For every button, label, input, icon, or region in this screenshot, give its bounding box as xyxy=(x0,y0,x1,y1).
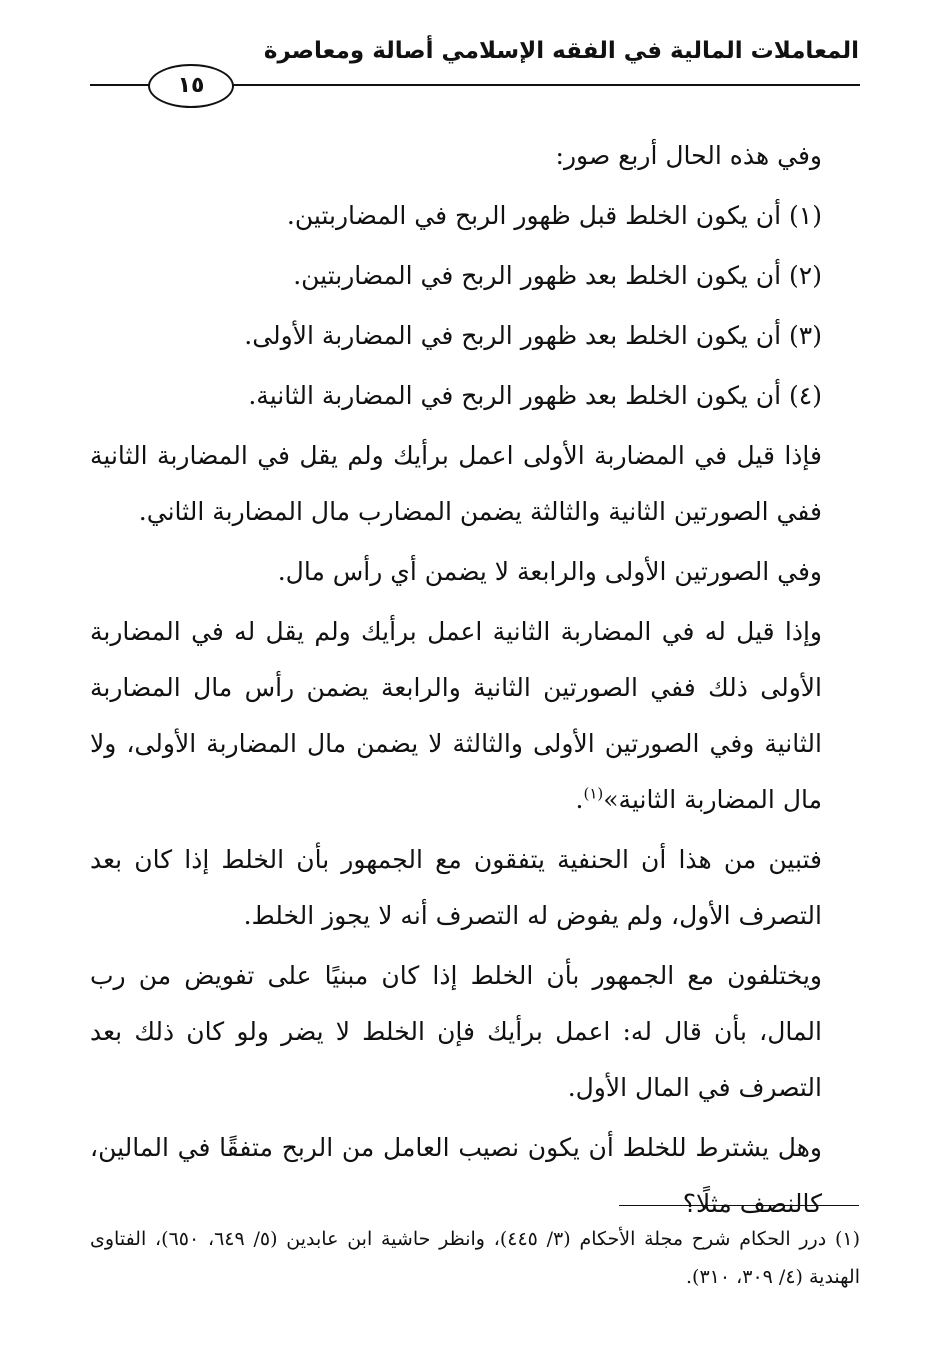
paragraph-2: وفي الصورتين الأولى والرابعة لا يضمن أي رأس مال. xyxy=(277,557,822,586)
list-item-2: (٢) أن يكون الخلط بعد ظهور الربح في المضاربتين. xyxy=(293,261,822,290)
paragraph-1: فإذا قيل في المضاربة الأولى اعمل برأيك ولم يقل في المضاربة الثانية ففي الصورتين الثانية والثالثة يضمن المضارب مال المضاربة الثاني. xyxy=(90,441,822,526)
paragraph-3-text: وإذا قيل له في المضاربة الثانية اعمل برأيك ولم يقل له في المضاربة الأولى ذلك ففي الصورتين الثانية والرابعة يضمن رأس مال المضاربة الثانية وفي الصورتين الأولى والثالثة لا يضمن مال المضاربة الأولى، ولا مال المضاربة الثانية» xyxy=(90,617,822,814)
footnote-reference: (١) xyxy=(583,784,604,803)
page-number: ١٥ xyxy=(148,64,234,108)
list-item-1: (١) أن يكون الخلط قبل ظهور الربح في المضاربتين. xyxy=(286,201,822,230)
running-header-title: المعاملات المالية في الفقه الإسلامي أصالة ومعاصرة xyxy=(263,38,859,64)
footnote-1: (١) درر الحكام شرح مجلة الأحكام (٣/ ٤٤٥)، وانظر حاشية ابن عابدين (٥/ ٦٤٩، ٦٥٠)، الفتاوى الهندية (٤/ ٣٠٩، ٣١٠). xyxy=(90,1228,860,1288)
paragraph-4: فتبين من هذا أن الحنفية يتفقون مع الجمهور بأن الخلط إذا كان بعد التصرف الأول، ولم يفوض له التصرف أنه لا يجوز الخلط. xyxy=(90,845,822,930)
list-item-4: (٤) أن يكون الخلط بعد ظهور الربح في المضاربة الثانية. xyxy=(248,381,822,410)
main-text xyxy=(90,128,860,1236)
paragraph-5: ويختلفون مع الجمهور بأن الخلط إذا كان مبنيًا على تفويض من رب المال، بأن قال له: اعمل برأيك فإن الخلط لا يضر ولو كان ذلك بعد التصرف في المال الأول. xyxy=(90,961,822,1102)
list-item-3: (٣) أن يكون الخلط بعد ظهور الربح في المضاربة الأولى. xyxy=(244,321,822,350)
footnote-separator xyxy=(619,1205,859,1206)
footnotes xyxy=(90,1220,860,1296)
intro-paragraph: وفي هذه الحال أربع صور: xyxy=(555,141,822,170)
paragraph-3 xyxy=(90,604,860,828)
paragraph-3-end: . xyxy=(575,785,584,814)
paragraph-6: وهل يشترط للخلط أن يكون نصيب العامل من الربح متفقًا في المالين، كالنصف مثلًا؟ xyxy=(90,1133,822,1218)
